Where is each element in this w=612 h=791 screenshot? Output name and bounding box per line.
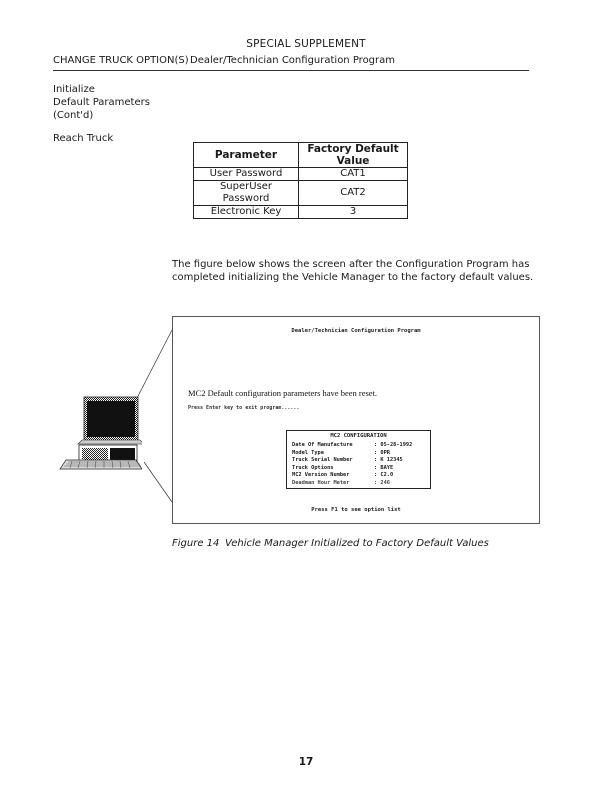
desktop-computer-icon bbox=[58, 396, 142, 472]
reset-message: MC2 Default configuration parameters have been reset. bbox=[188, 388, 378, 398]
side-heading-line: Initialize bbox=[53, 84, 95, 95]
config-row: Model Type : 0PR bbox=[292, 449, 390, 456]
value-cell: CAT1 bbox=[299, 168, 408, 181]
column-header-default-value: Factory Default Value bbox=[299, 143, 408, 168]
subsection-title: Dealer/Technician Configuration Program bbox=[190, 55, 396, 66]
figure-number: Figure 14 bbox=[172, 538, 220, 549]
column-header-parameter: Parameter bbox=[194, 143, 299, 168]
config-label: Model Type bbox=[292, 449, 324, 456]
config-value: BAYE bbox=[380, 464, 394, 471]
config-value: 0PR bbox=[380, 449, 390, 456]
configuration-title: MC2 CONFIGURATION bbox=[330, 433, 387, 439]
config-row: Date Of Manufacture : 05-28-1992 bbox=[292, 442, 413, 448]
exit-prompt: Press Enter key to exit program...... bbox=[188, 405, 300, 411]
config-value: C2.0 bbox=[380, 472, 394, 478]
body-paragraph: The figure below shows the screen after the Configuration Program has completed initializing the Vehicle Manager to the factory default values. bbox=[172, 259, 534, 283]
config-value: 05-28-1992 bbox=[380, 442, 413, 448]
config-value: 246 bbox=[380, 479, 390, 486]
side-heading-line: Default Parameters bbox=[53, 97, 150, 108]
program-screen bbox=[172, 316, 540, 524]
config-label: Deadman Hour Meter bbox=[292, 479, 350, 486]
section-title: CHANGE TRUCK OPTION(S) bbox=[53, 55, 189, 66]
supplement-title: SPECIAL SUPPLEMENT bbox=[246, 38, 366, 50]
value-cell: 3 bbox=[299, 206, 408, 219]
figure-caption-text: Vehicle Manager Initialized to Factory Default Values bbox=[225, 538, 489, 549]
value-cell: CAT2 bbox=[299, 181, 408, 206]
page-number: 17 bbox=[298, 756, 314, 768]
figure-caption bbox=[172, 538, 489, 549]
parameter-cell: SuperUser Password bbox=[194, 181, 299, 206]
config-label: Truck Options bbox=[292, 464, 334, 471]
truck-type-label: Reach Truck bbox=[53, 133, 114, 144]
config-row: Truck Options : BAYE bbox=[292, 464, 394, 471]
option-list-hint: Press F1 to see option list bbox=[311, 507, 401, 513]
parameter-cell: Electronic Key bbox=[194, 206, 299, 219]
screen-title: Dealer/Technician Configuration Program bbox=[291, 328, 421, 334]
config-row: MC2 Version Number : C2.0 bbox=[292, 472, 394, 478]
config-row: Deadman Hour Meter : 246 bbox=[292, 479, 390, 486]
config-label: Truck Serial Number bbox=[292, 457, 353, 463]
parameter-cell: User Password bbox=[194, 168, 299, 181]
configuration-panel bbox=[286, 430, 431, 489]
config-row: Truck Serial Number : K 12345 bbox=[292, 457, 403, 463]
side-heading-line: (Cont'd) bbox=[53, 110, 94, 121]
config-label: MC2 Version Number bbox=[292, 472, 350, 478]
config-value: K 12345 bbox=[380, 457, 403, 463]
config-label: Date Of Manufacture bbox=[292, 442, 353, 448]
